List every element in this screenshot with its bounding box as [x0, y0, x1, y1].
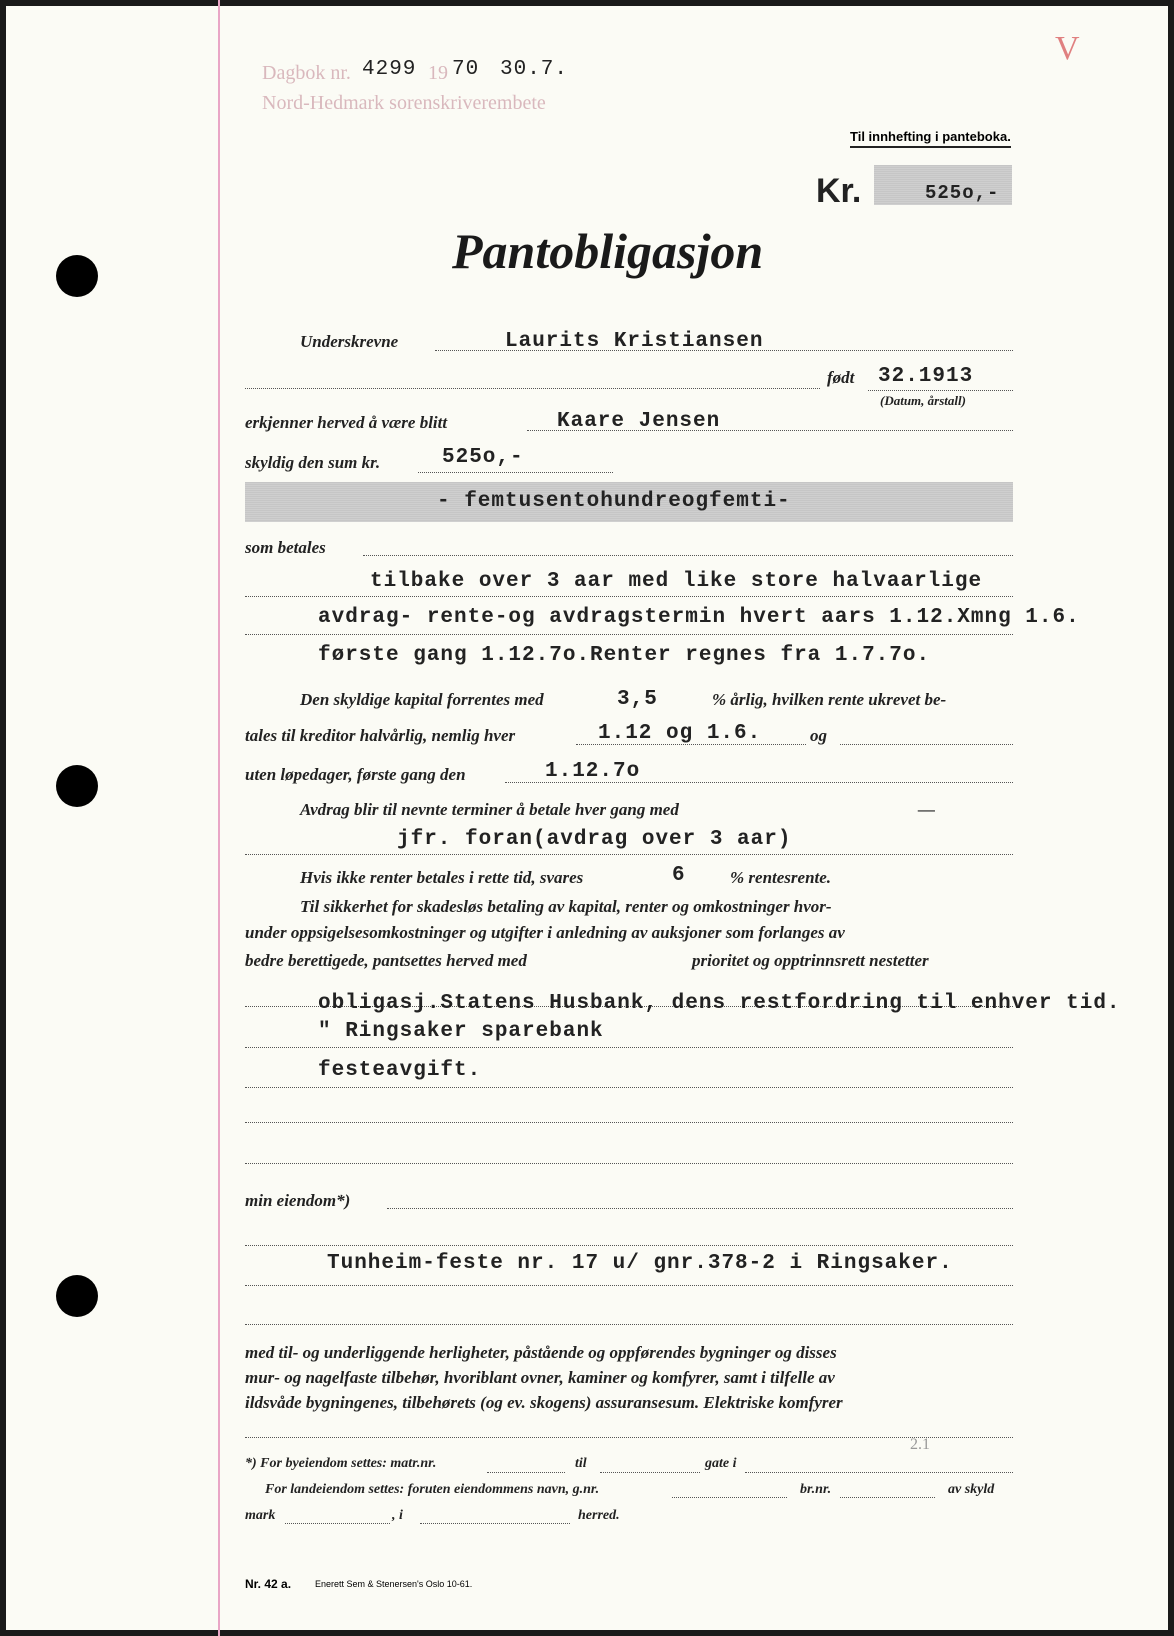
property-value: Tunheim-feste nr. 17 u/ gnr.378-2 i Ringsaker.	[327, 1252, 953, 1275]
priority-line: " Ringsaker sparebank	[318, 1020, 604, 1043]
installment-dash: —	[918, 800, 935, 819]
interest-suffix: % årlig, hvilken rente ukrevet be-	[712, 690, 947, 709]
dotted-fill-line	[868, 390, 1013, 391]
footnote-mark: mark	[245, 1508, 276, 1523]
dotted-fill-line	[245, 388, 820, 389]
stamp-date: 30.7.	[500, 58, 569, 81]
security-text: under oppsigelsesomkostninger og utgifter i anledning av auksjoner som forlanges av	[245, 923, 845, 942]
footnote-i: , i	[392, 1508, 403, 1523]
dotted-fill-line	[418, 472, 613, 473]
born-value: 32.1913	[878, 365, 974, 388]
year-prefix: 19	[428, 62, 448, 84]
creditor-label: erkjenner herved å være blitt	[245, 413, 448, 432]
appurtenance-text: mur- og nagelfaste tilbehør, hvoriblant ovner, kaminer og komfyrer, samt i tilfelle av	[245, 1368, 835, 1387]
creditor-value: Kaare Jensen	[557, 410, 721, 433]
security-text: bedre berettigede, pantsettes herved med	[245, 951, 527, 970]
appurtenance-text: med til- og underliggende herligheter, påstående og oppførendes bygninger og disses	[245, 1343, 837, 1362]
undersigned-value: Laurits Kristiansen	[505, 330, 764, 353]
footnote-brnr: br.nr.	[800, 1482, 832, 1497]
undersigned-label: Underskrevne	[300, 332, 399, 351]
dotted-fill-line	[245, 1047, 1013, 1048]
property-label: min eiendom*)	[245, 1191, 351, 1210]
footnote-til: til	[575, 1456, 587, 1471]
dotted-fill-line	[245, 1245, 1013, 1246]
interest-label: Den skyldige kapital forrentes med	[300, 690, 544, 709]
punch-hole	[56, 765, 98, 807]
dagbok-label: Dagbok nr.	[262, 62, 351, 84]
dotted-fill-line	[245, 1324, 1013, 1325]
dotted-fill-line	[245, 854, 1013, 855]
security-text: prioritet og opptrinnsrett nestetter	[692, 951, 929, 970]
payment-line: første gang 1.12.7o.Renter regnes fra 1.7.7o.	[318, 644, 931, 667]
sum-words-value: - femtusentohundreogfemti-	[437, 490, 791, 513]
semiannual-label: tales til kreditor halvårlig, nemlig hver	[245, 726, 516, 745]
margin-line	[218, 0, 220, 1636]
dotted-fill-line	[840, 1497, 935, 1498]
dotted-fill-line	[420, 1523, 570, 1524]
dotted-fill-line	[600, 1472, 700, 1473]
security-text: Til sikkerhet for skadesløs betaling av kapital, renter og omkostninger hvor-	[300, 897, 832, 916]
office-name: Nord-Hedmark sorenskriverembete	[262, 92, 546, 114]
form-number: Nr. 42 a.	[245, 1577, 292, 1591]
installment-label: Avdrag blir til nevnte terminer å betale hver gang med	[300, 800, 679, 819]
year-suffix: 70	[452, 58, 480, 81]
dotted-fill-line	[245, 1437, 1013, 1438]
dotted-fill-line	[245, 1285, 1013, 1286]
dotted-fill-line	[245, 1122, 1013, 1123]
penalty-label: Hvis ikke renter betales i rette tid, svares	[300, 868, 584, 887]
kr-label: Kr.	[816, 172, 862, 210]
payment-line: tilbake over 3 aar med like store halvaarlige	[370, 570, 983, 593]
penalty-value: 6	[672, 864, 686, 887]
dotted-fill-line	[245, 1163, 1013, 1164]
dotted-fill-line	[387, 1208, 1013, 1209]
pencil-note: 2.1	[910, 1436, 930, 1453]
dotted-fill-line	[840, 744, 1013, 745]
footnote-skyld: av skyld	[948, 1482, 995, 1497]
sum-label: skyldig den sum kr.	[245, 453, 381, 472]
appurtenance-text: ildsvåde bygningenes, tilbehørets (og ev. skogens) assuransesum. Elektriske komfyrer	[245, 1393, 843, 1412]
priority-line: obligasj.Statens Husbank, dens restfordring til enhver tid.	[318, 992, 1121, 1015]
payment-label: som betales	[245, 538, 326, 557]
dagbok-number: 4299	[362, 58, 417, 81]
footnote-city-label: *) For byeiendom settes: matr.nr.	[245, 1456, 437, 1471]
punch-hole	[56, 255, 98, 297]
footnote-gate: gate i	[705, 1456, 737, 1471]
dotted-fill-line	[487, 1472, 565, 1473]
sum-value: 525o,-	[442, 446, 524, 469]
footnote-land-label: For landeiendom settes: foruten eiendommens navn, g.nr.	[265, 1482, 600, 1497]
penalty-suffix: % rentesrente.	[730, 868, 832, 887]
born-hint: (Datum, årstall)	[880, 393, 966, 408]
semiannual-suffix: og	[810, 726, 827, 745]
publisher: Enerett Sem & Stenersen's Oslo 10-61.	[315, 1579, 473, 1589]
interest-value: 3,5	[617, 688, 658, 711]
binding-note: Til innhefting i panteboka.	[850, 129, 1011, 148]
punch-hole	[56, 1275, 98, 1317]
first-payment-value: 1.12.7o	[545, 760, 641, 783]
priority-line: festeavgift.	[318, 1059, 482, 1082]
installment-value: jfr. foran(avdrag over 3 aar)	[397, 828, 792, 851]
dotted-fill-line	[672, 1497, 787, 1498]
semiannual-value: 1.12 og 1.6.	[598, 722, 762, 745]
dotted-fill-line	[245, 634, 1013, 635]
amount-value: 525o,-	[925, 182, 1000, 204]
dotted-fill-line	[285, 1523, 390, 1524]
born-label: født	[827, 368, 855, 387]
footnote-herred: herred.	[578, 1508, 620, 1523]
dotted-fill-line	[363, 555, 1013, 556]
document-title: Pantobligasjon	[452, 223, 764, 279]
dotted-fill-line	[745, 1472, 1013, 1473]
dotted-fill-line	[245, 596, 1013, 597]
payment-line: avdrag- rente-og avdragstermin hvert aars 1.12.Xmng 1.6.	[318, 606, 1080, 629]
dotted-fill-line	[245, 1087, 1013, 1088]
first-payment-label: uten løpedager, første gang den	[245, 765, 466, 784]
check-mark: V	[1055, 30, 1080, 67]
